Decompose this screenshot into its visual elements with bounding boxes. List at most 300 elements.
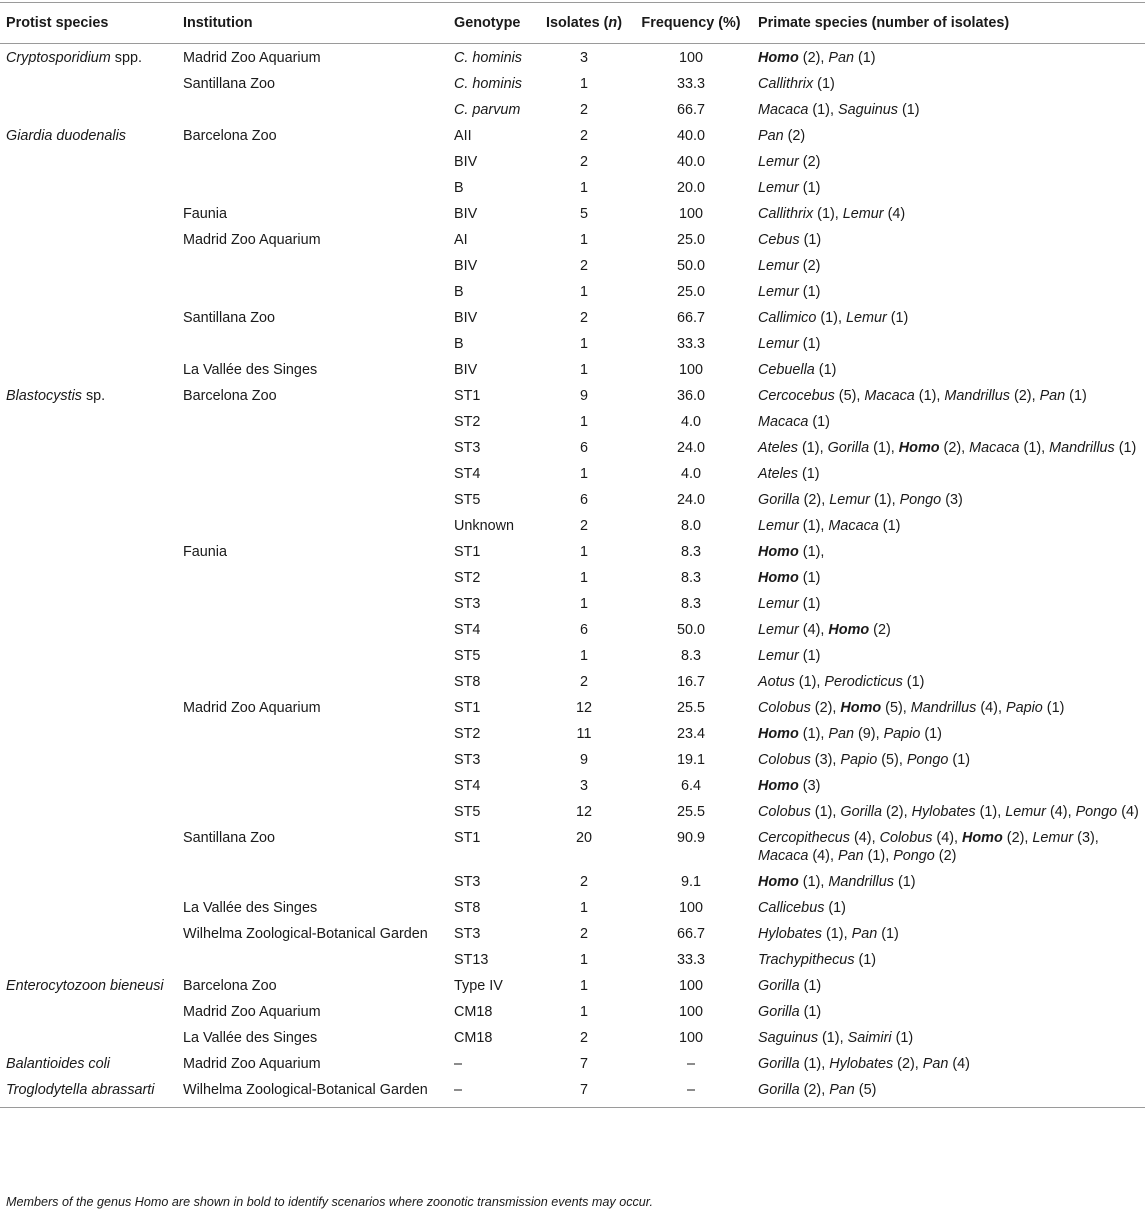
primate-count: (1) xyxy=(893,874,916,890)
cell-primate-species: Callimico (1), Lemur (1) xyxy=(758,310,909,326)
cell-primate-species xyxy=(752,252,1145,278)
primate-genus: Lemur xyxy=(1005,804,1046,820)
table-row xyxy=(0,616,1145,642)
cell-isolates: 12 xyxy=(575,700,592,716)
cell-isolates: 7 xyxy=(538,1076,630,1108)
primate-genus: Homo xyxy=(758,544,799,560)
cell-primate-species xyxy=(752,564,1145,590)
primate-count: (1) xyxy=(798,518,821,534)
cell-protist-species xyxy=(0,746,177,772)
cell-frequency: 25.0 xyxy=(676,284,705,300)
cell-frequency: 25.5 xyxy=(676,700,705,716)
table-row xyxy=(0,460,1145,486)
cell-genotype: ST3 xyxy=(454,596,481,612)
cell-isolates: 1 xyxy=(579,76,588,92)
cell-isolates: 1 xyxy=(579,570,588,586)
cell-institution: La Vallée des Singes xyxy=(183,900,318,916)
primate-count: (4) xyxy=(932,830,954,846)
cell-protist-species xyxy=(0,44,177,71)
cell-institution xyxy=(177,96,448,122)
primate-count: (2) xyxy=(798,154,821,170)
table-row xyxy=(0,1050,1145,1076)
table-row xyxy=(0,44,1145,71)
primate-count: (1) xyxy=(886,310,909,326)
primate-genus: Cebuella xyxy=(758,362,815,378)
table-row xyxy=(0,96,1145,122)
cell-isolates: 1 xyxy=(579,466,588,482)
table-row xyxy=(0,356,1145,382)
primate-count: (1) xyxy=(863,848,886,864)
cell-protist-species xyxy=(0,720,177,746)
cell-isolates: 9 xyxy=(579,752,588,768)
cell-institution xyxy=(177,148,448,174)
table-footnote: Members of the genus Homo are shown in bold to identify scenarios where zoonotic transmission events may occur. xyxy=(6,1195,654,1209)
cell-primate-species xyxy=(752,946,1145,972)
primate-count: (5) xyxy=(854,1082,877,1098)
cell-isolates: 1 xyxy=(579,284,588,300)
primate-genus: Gorilla xyxy=(827,440,870,456)
primate-genus: Pan xyxy=(1039,388,1066,404)
cell-institution: Faunia xyxy=(183,544,228,560)
cell-protist-species xyxy=(0,946,177,972)
table-row xyxy=(0,668,1145,694)
primate-genus: Macaca xyxy=(864,388,915,404)
cell-isolates: 7 xyxy=(579,1056,588,1072)
cell-isolates: 2 xyxy=(579,518,588,534)
cell-institution: Madrid Zoo Aquarium xyxy=(183,50,321,66)
primate-genus: Lemur xyxy=(758,622,799,638)
primate-genus: Lemur xyxy=(758,258,799,274)
primate-genus: Pan xyxy=(837,848,864,864)
primate-genus: Mandrillus xyxy=(1049,440,1115,456)
cell-isolates: 6 xyxy=(579,492,588,508)
primate-genus: Callithrix xyxy=(758,76,814,92)
cell-primate-species xyxy=(752,330,1145,356)
header-primate-species: Primate species (number of isolates) xyxy=(752,3,1145,44)
cell-isolates: 6 xyxy=(579,440,588,456)
cell-protist-species xyxy=(0,408,177,434)
cell-genotype: ST3 xyxy=(454,874,481,890)
primate-count: (2) xyxy=(783,128,806,144)
cell-protist-species xyxy=(0,382,177,408)
primate-count: (1) xyxy=(898,102,920,118)
primate-count: (1) xyxy=(914,388,937,404)
cell-protist-species xyxy=(0,590,177,616)
cell-genotype: – xyxy=(454,1056,463,1072)
cell-institution xyxy=(177,668,448,694)
primate-genus: Gorilla xyxy=(758,1056,800,1072)
primate-count: (2) xyxy=(893,1056,915,1072)
cell-frequency: 66.7 xyxy=(676,926,705,942)
primate-count: (1) xyxy=(798,440,820,456)
primate-genus: Lemur xyxy=(758,180,799,196)
cell-frequency: – xyxy=(686,1056,695,1072)
primate-count: (1) xyxy=(798,180,821,196)
cell-protist-species xyxy=(0,356,177,382)
cell-frequency: 100 xyxy=(678,362,703,378)
cell-protist-species xyxy=(0,460,177,486)
cell-isolates: 1 xyxy=(579,978,588,994)
cell-genotype: CM18 xyxy=(454,1004,493,1020)
cell-institution xyxy=(177,746,448,772)
cell-isolates: 1 xyxy=(579,180,588,196)
cell-genotype: Type IV xyxy=(454,978,503,994)
cell-isolates: 11 xyxy=(576,726,592,742)
primate-count: (2) xyxy=(1009,388,1032,404)
table-row xyxy=(0,122,1145,148)
cell-institution xyxy=(177,564,448,590)
primate-count: (1) xyxy=(808,102,830,118)
cell-institution: Santillana Zoo xyxy=(183,76,276,92)
cell-frequency: 33.3 xyxy=(676,76,705,92)
primate-count: (2) xyxy=(939,440,962,456)
cell-primate-species: Lemur (1), Macaca (1) xyxy=(758,518,901,534)
cell-frequency: 40.0 xyxy=(676,128,705,144)
primate-count: (1) xyxy=(1114,440,1137,456)
protist-suffix: sp. xyxy=(81,388,106,404)
cell-primate-species: Gorilla (1), Hylobates (2), Pan (4) xyxy=(758,1056,970,1072)
cell-institution xyxy=(177,642,448,668)
cell-institution xyxy=(177,616,448,642)
cell-institution: La Vallée des Singes xyxy=(183,362,318,378)
primate-count: (3) xyxy=(941,492,963,508)
cell-protist-species xyxy=(0,668,177,694)
table-row xyxy=(0,434,1145,460)
primate-count: (3) xyxy=(810,752,833,768)
primate-count: (1) xyxy=(813,76,835,92)
cell-primate-species xyxy=(752,998,1145,1024)
cell-primate-species: Lemur (4), Homo (2) xyxy=(758,622,891,638)
cell-protist-species xyxy=(0,278,177,304)
cell-frequency: 25.5 xyxy=(676,804,705,820)
cell-institution xyxy=(177,408,448,434)
protist-genus: Blastocystis xyxy=(6,388,82,404)
primate-count: (9) xyxy=(853,726,876,742)
header-genotype: Genotype xyxy=(448,3,538,44)
cell-institution xyxy=(177,946,448,972)
table-row xyxy=(0,894,1145,920)
table-row xyxy=(0,174,1145,200)
primate-genus: Gorilla xyxy=(758,1082,800,1098)
cell-protist-species xyxy=(0,226,177,252)
primate-genus: Pan xyxy=(922,1056,949,1072)
cell-primate-species: Colobus (1), Gorilla (2), Hylobates (1), Lemur (4), Pongo (4) xyxy=(758,804,1139,820)
cell-primate-species: Colobus (3), Papio (5), Pongo (1) xyxy=(758,752,971,768)
primate-genus: Pongo xyxy=(906,752,949,768)
primate-count: (1) xyxy=(816,310,838,326)
primate-genus: Pan xyxy=(828,726,854,742)
cell-isolates: 1 xyxy=(579,544,588,560)
cell-protist-species xyxy=(0,824,177,868)
cell-genotype: BIV xyxy=(454,154,478,170)
cell-primate-species: Cercopithecus (4), Colobus (4), Homo (2), Lemur (3), Macaca (4), Pan (1), Pongo (2) xyxy=(758,830,1099,864)
cell-protist-species xyxy=(0,920,177,946)
cell-institution: Wilhelma Zoological-Botanical Garden xyxy=(177,1076,448,1108)
primate-count: (2) xyxy=(882,804,904,820)
cell-frequency: 50.0 xyxy=(676,622,705,638)
cell-frequency: 24.0 xyxy=(676,440,705,456)
cell-isolates: 1 xyxy=(579,952,588,968)
protist-genus: Cryptosporidium xyxy=(6,50,111,66)
cell-institution xyxy=(177,486,448,512)
primate-count: (1) xyxy=(798,648,821,664)
primate-genus: Lemur xyxy=(758,518,799,534)
primate-count: (1) xyxy=(902,674,925,690)
cell-primate-species xyxy=(752,972,1145,998)
cell-primate-species xyxy=(752,894,1145,920)
primate-count: (1) xyxy=(798,284,821,300)
cell-genotype: BIV xyxy=(454,258,478,274)
primate-genus: Trachypithecus xyxy=(758,952,855,968)
cell-genotype: BIV xyxy=(454,362,478,378)
cell-frequency: 36.0 xyxy=(676,388,705,404)
cell-frequency: 8.3 xyxy=(680,570,701,586)
table-row xyxy=(0,998,1145,1024)
cell-isolates: 1 xyxy=(579,232,588,248)
cell-primate-species xyxy=(752,278,1145,304)
primate-count: (3) xyxy=(798,778,821,794)
primate-count: (1) xyxy=(799,1056,822,1072)
cell-institution: Santillana Zoo xyxy=(183,310,276,326)
primate-count: (2) xyxy=(798,258,821,274)
primate-genus: Lemur xyxy=(829,492,870,508)
cell-primate-species xyxy=(752,226,1145,252)
primate-genus: Homo xyxy=(758,874,799,890)
table-row xyxy=(0,642,1145,668)
protist-genus: Enterocytozoon bieneusi xyxy=(6,978,164,994)
cell-isolates: 12 xyxy=(575,804,592,820)
cell-genotype: AII xyxy=(454,128,472,144)
primate-count: (1) xyxy=(869,440,891,456)
primate-count: (1) xyxy=(813,206,835,222)
cell-primate-species xyxy=(752,356,1145,382)
cell-frequency: 40.0 xyxy=(676,154,705,170)
cell-protist-species xyxy=(0,434,177,460)
cell-protist-species xyxy=(0,564,177,590)
cell-institution xyxy=(177,772,448,798)
primate-genus: Saguinus xyxy=(837,102,898,118)
cell-isolates: 9 xyxy=(579,388,588,404)
primate-count: (4) xyxy=(976,700,998,716)
primate-count: (2) xyxy=(799,492,822,508)
primate-genus: Cebus xyxy=(758,232,800,248)
cell-protist-species xyxy=(0,972,177,998)
cell-isolates: 1 xyxy=(579,1004,588,1020)
table-body xyxy=(0,44,1145,1108)
primate-count: (2) xyxy=(1002,830,1025,846)
primate-count: (3) xyxy=(1073,830,1095,846)
cell-primate-species: Aotus (1), Perodicticus (1) xyxy=(758,674,925,690)
cell-genotype: ST4 xyxy=(454,622,481,638)
cell-frequency: 66.7 xyxy=(676,310,705,326)
primate-genus: Pan xyxy=(829,1082,855,1098)
protist-genus: Balantioides coli xyxy=(6,1056,110,1072)
cell-isolates: 2 xyxy=(579,926,588,942)
cell-genotype: Unknown xyxy=(454,518,514,534)
cell-genotype: C. hominis xyxy=(454,50,522,66)
primate-genus: Perodicticus xyxy=(824,674,903,690)
primate-count: (1) xyxy=(1019,440,1042,456)
cell-institution: La Vallée des Singes xyxy=(183,1030,318,1046)
cell-genotype: ST13 xyxy=(454,952,489,968)
cell-protist-species xyxy=(0,894,177,920)
cell-genotype: ST2 xyxy=(454,570,481,586)
table-row xyxy=(0,512,1145,538)
cell-genotype: ST1 xyxy=(454,830,481,846)
primate-genus: Colobus xyxy=(758,700,811,716)
cell-institution xyxy=(177,460,448,486)
primate-count: (1) xyxy=(798,596,821,612)
cell-frequency: 100 xyxy=(678,1004,703,1020)
table-row xyxy=(0,694,1145,720)
cell-protist-species xyxy=(0,200,177,226)
primate-genus: Macaca xyxy=(758,102,809,118)
cell-protist-species xyxy=(0,1024,177,1050)
primate-count: (4) xyxy=(850,830,872,846)
primate-genus: Macaca xyxy=(758,848,809,864)
primate-count: (1) xyxy=(1065,388,1087,404)
cell-genotype: C. hominis xyxy=(454,76,522,92)
primate-count: (1) xyxy=(920,726,942,742)
cell-genotype: C. parvum xyxy=(454,102,521,118)
cell-genotype: ST8 xyxy=(454,674,481,690)
table-row xyxy=(0,798,1145,824)
primate-count: (4) xyxy=(948,1056,970,1072)
cell-protist-species xyxy=(0,304,177,330)
cell-frequency: 100 xyxy=(678,50,703,66)
primate-genus: Lemur xyxy=(758,336,799,352)
cell-institution xyxy=(177,252,448,278)
primate-genus: Lemur xyxy=(1032,830,1074,846)
cell-institution xyxy=(177,174,448,200)
primate-genus: Homo xyxy=(758,570,799,586)
primate-count: (5) xyxy=(834,388,857,404)
cell-institution: Wilhelma Zoological-Botanical Garden xyxy=(183,926,428,942)
primate-genus: Gorilla xyxy=(758,1004,800,1020)
cell-isolates: 2 xyxy=(579,1030,588,1046)
primate-count: (1) xyxy=(798,466,820,482)
table-row xyxy=(0,772,1145,798)
primate-genus: Callimico xyxy=(758,310,817,326)
cell-institution: Madrid Zoo Aquarium xyxy=(183,700,321,716)
cell-isolates: 1 xyxy=(579,596,588,612)
cell-protist-species xyxy=(0,252,177,278)
cell-genotype: BIV xyxy=(454,206,478,222)
primate-genus: Callithrix xyxy=(758,206,814,222)
primate-genus: Ateles xyxy=(758,466,798,482)
cell-primate-species xyxy=(752,772,1145,798)
cell-isolates: 5 xyxy=(579,206,588,222)
table-row xyxy=(0,868,1145,894)
primate-genus: Pan xyxy=(758,128,784,144)
table-row xyxy=(0,330,1145,356)
table-row xyxy=(0,486,1145,512)
cell-frequency: 6.4 xyxy=(680,778,701,794)
cell-primate-species: Callithrix (1), Lemur (4) xyxy=(758,206,906,222)
primate-count: (1) xyxy=(798,336,821,352)
primate-count: (4) xyxy=(883,206,906,222)
cell-primate-species: Homo (2), Pan (1) xyxy=(758,50,876,66)
primate-genus: Homo xyxy=(898,440,940,456)
table-row xyxy=(0,1076,1145,1108)
primate-genus: Cercopithecus xyxy=(758,830,850,846)
primate-genus: Homo xyxy=(758,778,799,794)
cell-institution xyxy=(177,278,448,304)
primate-count: (1) xyxy=(798,874,821,890)
primate-genus: Pan xyxy=(828,50,854,66)
cell-primate-species: Homo (1), Pan (9), Papio (1) xyxy=(758,726,942,742)
cell-institution xyxy=(177,868,448,894)
primate-genus: Homo xyxy=(758,726,799,742)
cell-isolates: 20 xyxy=(575,830,592,846)
cell-frequency: 66.7 xyxy=(676,102,705,118)
primate-count: (2) xyxy=(810,700,833,716)
cell-primate-species xyxy=(752,70,1145,96)
cell-institution: Madrid Zoo Aquarium xyxy=(183,1004,321,1020)
primate-count: (2) xyxy=(869,622,891,638)
primate-genus: Pan xyxy=(851,926,878,942)
primate-genus: Macaca xyxy=(828,518,879,534)
cell-genotype: ST3 xyxy=(454,752,481,768)
cell-primate-species: Cercocebus (5), Macaca (1), Mandrillus (2), Pan (1) xyxy=(758,388,1087,404)
cell-genotype: B xyxy=(454,180,464,196)
primate-count: (5) xyxy=(877,752,899,768)
cell-isolates: 2 xyxy=(579,674,588,690)
primate-count: (1) xyxy=(794,674,817,690)
primate-count: (1) xyxy=(798,726,821,742)
cell-frequency: 90.9 xyxy=(676,830,705,846)
cell-frequency: 16.7 xyxy=(676,674,705,690)
table-row xyxy=(0,946,1145,972)
primate-genus: Lemur xyxy=(842,206,884,222)
cell-frequency: 33.3 xyxy=(676,336,705,352)
cell-genotype: B xyxy=(454,284,464,300)
cell-genotype: ST5 xyxy=(454,492,481,508)
cell-institution xyxy=(177,590,448,616)
cell-frequency: 4.0 xyxy=(680,466,701,482)
primate-genus: Gorilla xyxy=(758,492,800,508)
table-row xyxy=(0,70,1145,96)
cell-isolates: 1 xyxy=(579,648,588,664)
cell-primate-species: Saguinus (1), Saimiri (1) xyxy=(758,1030,914,1046)
cell-protist-species xyxy=(0,70,177,96)
table-row xyxy=(0,408,1145,434)
header-isolates: Isolates (n) xyxy=(538,3,630,44)
primate-count: (1) xyxy=(799,978,822,994)
primate-genus: Pongo xyxy=(1075,804,1118,820)
cell-genotype: BIV xyxy=(454,310,478,326)
primate-genus: Mandrillus xyxy=(828,874,894,890)
primate-count: (4) xyxy=(1117,804,1139,820)
cell-protist-species xyxy=(0,694,177,720)
cell-frequency: 100 xyxy=(678,206,703,222)
table-row xyxy=(0,278,1145,304)
cell-frequency: 20.0 xyxy=(676,180,705,196)
cell-genotype: ST8 xyxy=(454,900,481,916)
cell-protist-species xyxy=(0,868,177,894)
primate-genus: Hylobates xyxy=(758,926,822,942)
primate-count: (1) xyxy=(975,804,998,820)
cell-frequency: 8.0 xyxy=(680,518,701,534)
cell-primate-species xyxy=(752,642,1145,668)
cell-genotype: ST2 xyxy=(454,414,481,430)
cell-institution: Barcelona Zoo xyxy=(183,978,277,994)
cell-genotype: ST4 xyxy=(454,778,481,794)
table-row xyxy=(0,972,1145,998)
cell-institution xyxy=(177,330,448,356)
primate-genus: Pongo xyxy=(899,492,942,508)
cell-frequency: 100 xyxy=(678,978,703,994)
